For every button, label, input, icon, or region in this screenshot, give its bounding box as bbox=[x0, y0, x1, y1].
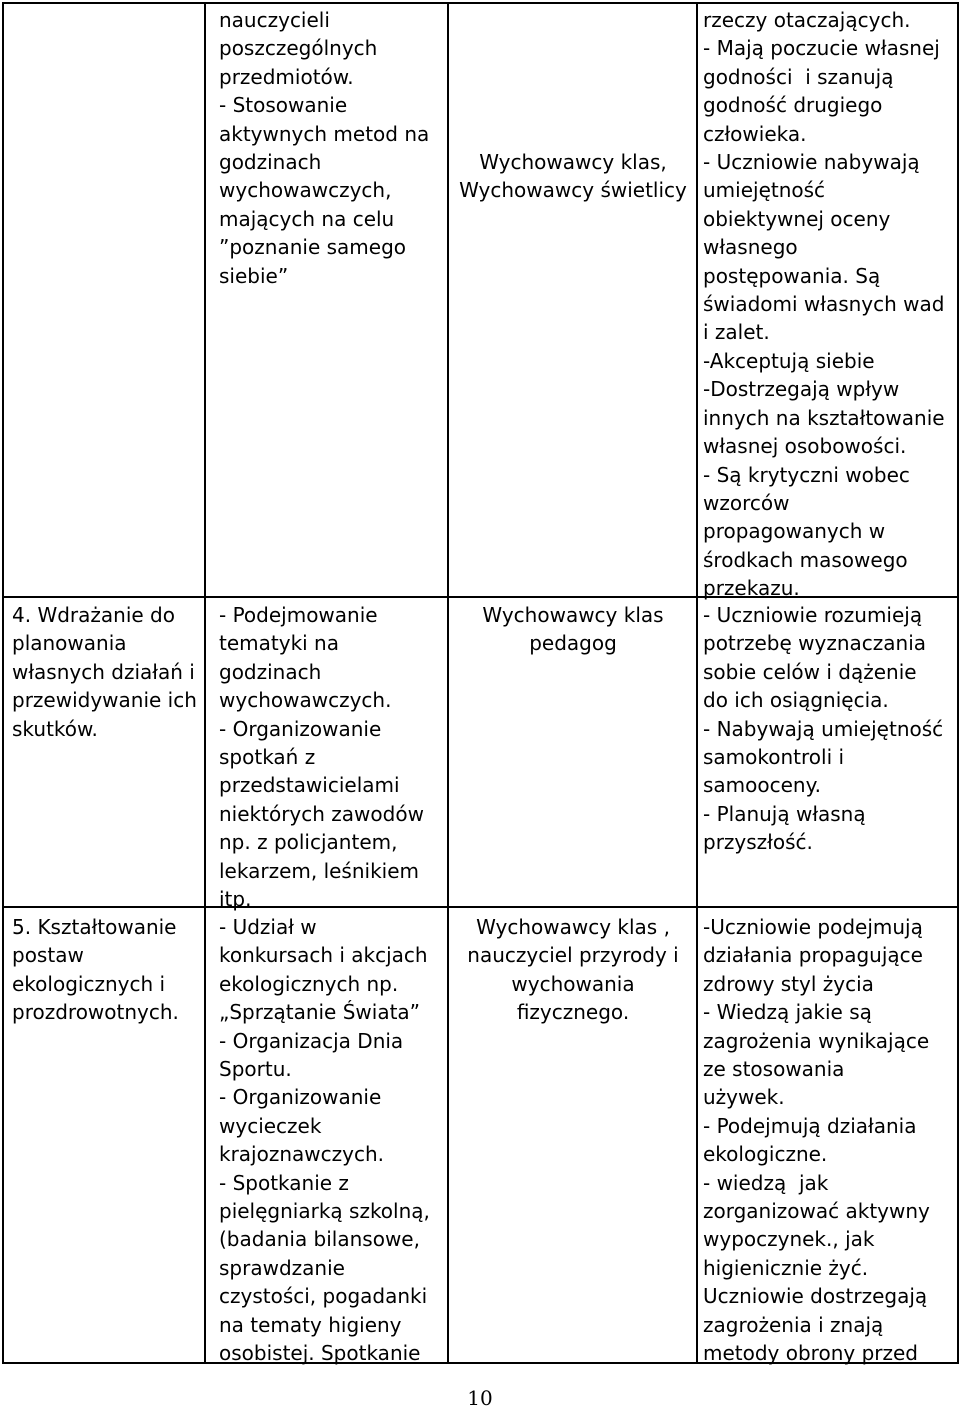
row1-responsible-cell: Wychowawcy klas, Wychowawcy świetlicy bbox=[459, 150, 687, 203]
row1-outcomes-cell: rzeczy otaczających. - Mają poczucie własnej godności i szanują godność drugiego człowieka. - Uczniowie nabywają umiejętność obiektywnej oceny własnego postępowania. Są świadomi własnych wad i zalet. -Akceptują siebie -Dostrzegają wpływ innych na kształtowanie własnej osobowości. - Są krytyczni wobec wzorców propagowanych w środkach masowego przekazu. bbox=[703, 8, 945, 601]
row1-methods-cell: nauczycieli poszczególnych przedmiotów. - Stosowanie aktywnych metod na godzinach wychowawczych, mających na celu ”poznanie samego siebie” bbox=[219, 8, 430, 288]
row2-outcomes-cell: - Uczniowie rozumieją potrzebę wyznaczania sobie celów i dążenie do ich osiągnięcia. - Nabywają umiejętność samokontroli i samooceny. - Planują własną przyszłość. bbox=[703, 603, 944, 855]
row2-goal-cell: 4. Wdrażanie do planowania własnych działań i przewidywanie ich skutków. bbox=[12, 603, 197, 741]
row3-goal-cell: 5. Kształtowanie postaw ekologicznych i prozdrowotnych. bbox=[12, 915, 179, 1025]
column-divider bbox=[204, 4, 206, 1362]
row3-responsible-cell: Wychowawcy klas , nauczyciel przyrody i wychowania fizycznego. bbox=[467, 915, 679, 1025]
column-divider bbox=[447, 4, 449, 1362]
column-divider bbox=[696, 4, 698, 1362]
row3-outcomes-cell: -Uczniowie podejmują działania propagujące zdrowy styl życia - Wiedzą jakie są zagrożenia wynikające ze stosowania używek. - Podejmują działania ekologiczne. - wiedzą jak zorganizować aktywny wypoczynek., jak higienicznie żyć. Uczniowie dostrzegają zagrożenia i znają metody obrony przed bbox=[703, 915, 930, 1366]
page-number: 10 bbox=[467, 1386, 493, 1410]
content-table bbox=[2, 2, 959, 1364]
row2-methods-cell: - Podejmowanie tematyki na godzinach wychowawczych. - Organizowanie spotkań z przedstawicielami niektórych zawodów np. z policjantem, lekarzem, leśnikiem itp. bbox=[219, 603, 424, 912]
row3-methods-cell: - Udział w konkursach i akcjach ekologicznych np. „Sprzątanie Świata” - Organizacja Dnia Sportu. - Organizowanie wycieczek krajoznawczych. - Spotkanie z pielęgniarką szkolną, (badania bilansowe, sprawdzanie czystości, pogadanki na tematy higieny osobistej. Spotkanie bbox=[219, 915, 430, 1366]
row2-responsible-cell: Wychowawcy klas pedagog bbox=[482, 603, 664, 656]
row-divider bbox=[4, 906, 957, 908]
